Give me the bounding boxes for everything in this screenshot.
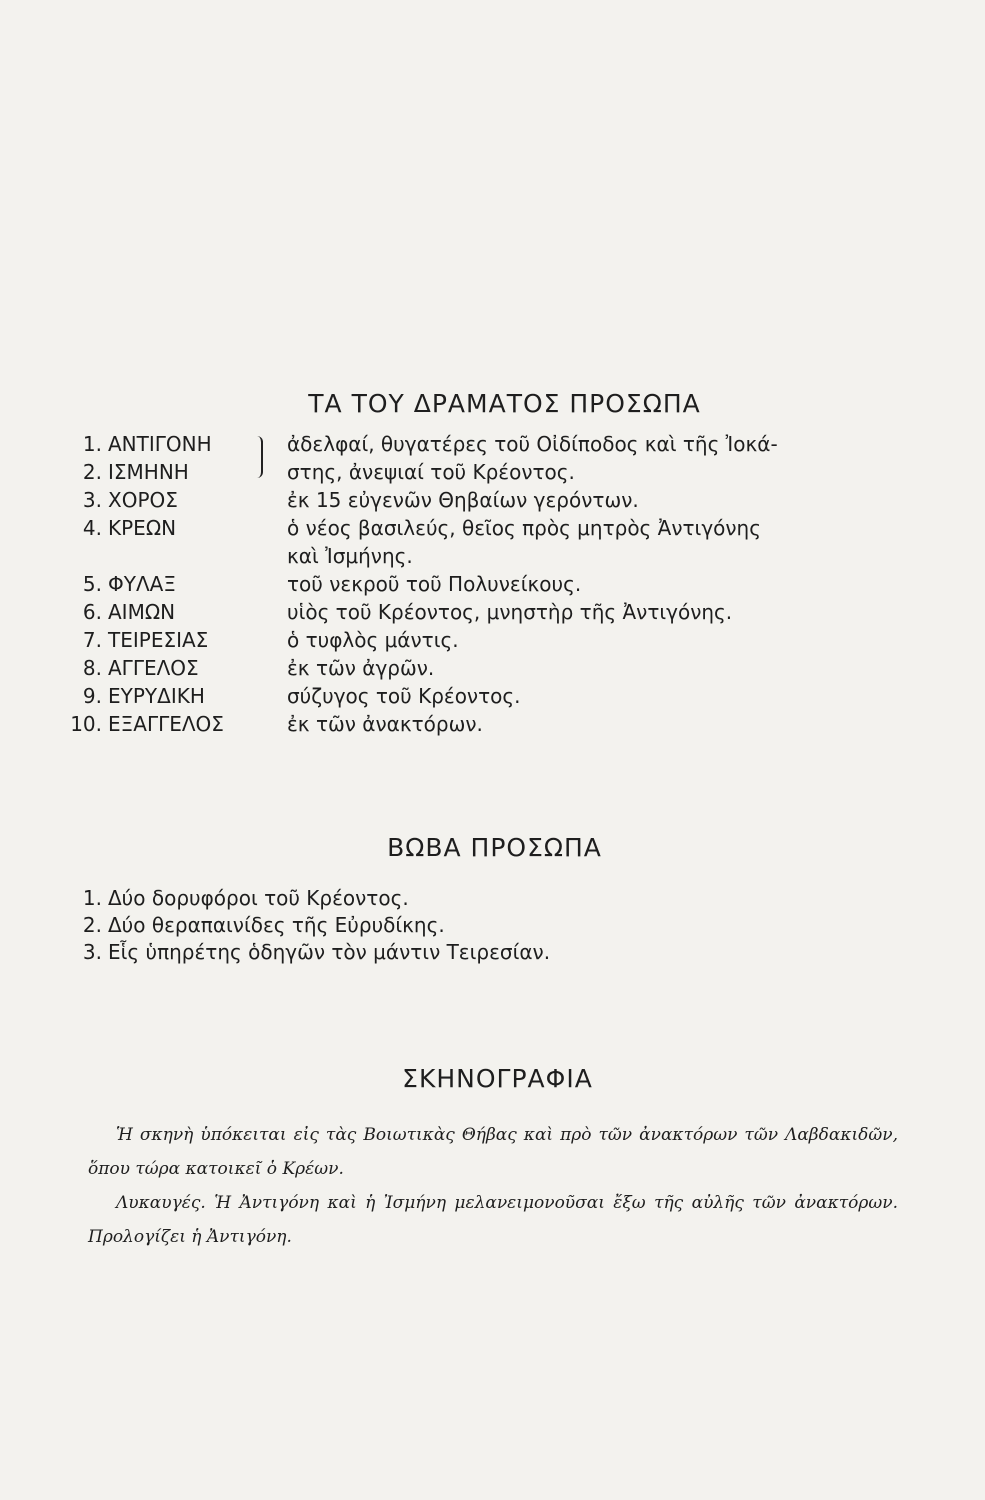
- person-name: ΤΕΙΡΕΣΙΑΣ: [108, 628, 209, 652]
- person-row: [60, 514, 920, 542]
- person-row: [60, 486, 920, 514]
- person-number: 2.: [82, 460, 102, 484]
- person-description: στης, ἀνεψιαί τοῦ Κρέοντος.: [287, 460, 575, 484]
- person-row: [60, 626, 920, 654]
- dramatis-personae-heading: ΤΑ ΤΟΥ ΔΡΑΜΑΤΟΣ ΠΡΟΣΩΠΑ: [308, 388, 701, 418]
- person-description: ὁ νέος βασιλεύς, θεῖος πρὸς μητρὸς Ἀντιγόνης: [287, 516, 761, 540]
- person-number: 5.: [82, 572, 102, 596]
- person-description: σύζυγος τοῦ Κρέοντος.: [287, 684, 521, 708]
- person-description: καὶ Ἰσμήνης.: [287, 544, 413, 568]
- person-name: ΕΥΡΥΔΙΚΗ: [108, 684, 205, 708]
- person-name: ΕΞΑΓΓΕΛΟΣ: [108, 712, 224, 736]
- person-name: ΑΝΤΙΓΟΝΗ: [108, 432, 212, 456]
- mute-person-number: 2.: [82, 913, 102, 937]
- mute-persons-heading: ΒΩΒΑ ΠΡΟΣΩΠΑ: [387, 832, 602, 862]
- scenography-heading: ΣΚΗΝΟΓΡΑΦΙΑ: [402, 1063, 593, 1093]
- person-number: 7.: [82, 628, 102, 652]
- person-name: ΧΟΡΟΣ: [108, 488, 178, 512]
- dramatis-personae-list: [60, 430, 920, 738]
- person-row: [60, 570, 920, 598]
- person-description: ὁ τυφλὸς μάντις.: [287, 628, 459, 652]
- mute-person-row: [60, 912, 920, 939]
- person-name: ΚΡΕΩΝ: [108, 516, 177, 540]
- person-number: 6.: [82, 600, 102, 624]
- person-description: ἐκ τῶν ἀνακτόρων.: [287, 712, 483, 736]
- mute-person-text: Δύο δορυφόροι τοῦ Κρέοντος.: [108, 886, 409, 910]
- mute-person-text: Εἷς ὑπηρέτης ὁδηγῶν τὸν μάντιν Τειρεσίαν.: [108, 940, 551, 964]
- person-row: [60, 458, 920, 486]
- person-row: [60, 682, 920, 710]
- bleed-through-text: [95, 225, 895, 295]
- person-description: ἐκ τῶν ἀγρῶν.: [287, 656, 435, 680]
- person-description: ἐκ 15 εὐγενῶν Θηβαίων γερόντων.: [287, 488, 639, 512]
- person-description: υἱὸς τοῦ Κρέοντος, μνηστὴρ τῆς Ἀντιγόνης.: [287, 600, 733, 624]
- mute-person-row: [60, 939, 920, 966]
- person-row: [60, 654, 920, 682]
- person-row: [60, 598, 920, 626]
- scenography-text: [88, 1118, 898, 1254]
- mute-person-text: Δύο θεραπαινίδες τῆς Εὐρυδίκης.: [108, 913, 445, 937]
- mute-person-number: 3.: [82, 940, 102, 964]
- scene-paragraph: Ἡ σκηνὴ ὑπόκειται εἰς τὰς Βοιωτικὰς Θήβας καὶ πρὸ τῶν ἀνακτόρων τῶν Λαβδακιδῶν, ὅπου τώρα κατοικεῖ ὁ Κρέων.: [88, 1125, 898, 1179]
- person-number: 4.: [82, 516, 102, 540]
- person-name: ΑΙΜΩΝ: [108, 600, 176, 624]
- person-description: ἀδελφαί, θυγατέρες τοῦ Οἰδίποδος καὶ τῆς Ἰοκά-: [287, 432, 778, 456]
- person-row: [60, 710, 920, 738]
- person-number: 3.: [82, 488, 102, 512]
- person-row: [60, 542, 920, 570]
- mute-person-number: 1.: [82, 886, 102, 910]
- person-name: ΑΓΓΕΛΟΣ: [108, 656, 199, 680]
- person-row: [60, 430, 920, 458]
- person-number: 1.: [82, 432, 102, 456]
- person-description: τοῦ νεκροῦ τοῦ Πολυνείκους.: [287, 572, 582, 596]
- person-number: 10.: [70, 712, 102, 736]
- person-name: ΙΣΜΗΝΗ: [108, 460, 189, 484]
- person-number: 8.: [82, 656, 102, 680]
- mute-person-row: [60, 885, 920, 912]
- person-number: 9.: [82, 684, 102, 708]
- scene-paragraph: Λυκαυγές. Ἡ Ἀντιγόνη καὶ ἡ Ἰσμήνη μελανειμονοῦσαι ἔξω τῆς αὐλῆς τῶν ἀνακτόρων. Προλογίζει ἡ Ἀντιγόνη.: [88, 1193, 898, 1247]
- mute-persons-list: [60, 885, 920, 966]
- person-name: ΦΥΛΑΞ: [108, 572, 176, 596]
